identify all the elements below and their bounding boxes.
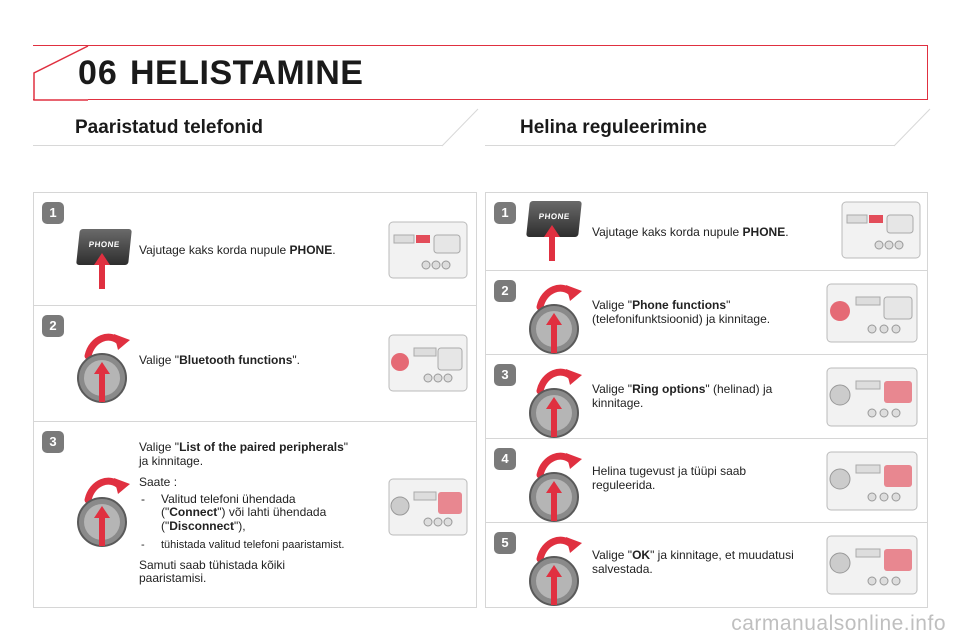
right-step-3-text: Valige "Ring options" (helinad) ja kinnitage.	[592, 382, 773, 410]
step-number-badge: 1	[494, 202, 516, 224]
right-section-title: Helina reguleerimine	[520, 117, 707, 138]
left-step-3-text: Valige "List of the paired peripherals" ja kinnitage. Saate : - Valitud telefoni ühendada ("Connect") või lahti ühendada ("Disconnect"), - tühistada valitud telefoni paaristamist. Samuti saab tühistada kõiki paaristamisi.	[139, 440, 349, 585]
right-step-4	[486, 439, 927, 523]
right-step-5	[486, 523, 927, 609]
left-steps-panel	[33, 192, 477, 608]
step-number-badge: 3	[42, 431, 64, 453]
rotary-knob-icon	[520, 441, 588, 525]
press-arrow-icon	[542, 223, 562, 263]
rotary-knob-icon	[520, 357, 588, 441]
right-section-underline	[485, 145, 895, 146]
step-number-badge: 4	[494, 448, 516, 470]
rotary-knob-icon	[68, 466, 136, 550]
right-step-4-text: Helina tugevust ja tüüpi saab reguleerida.	[592, 464, 747, 492]
radio-panel-icon	[826, 367, 918, 427]
right-step-1	[486, 193, 927, 271]
left-step-1	[34, 193, 476, 306]
watermark: carmanualsonline.info	[731, 612, 946, 635]
left-step-2	[34, 306, 476, 422]
page-title: HELISTAMINE	[130, 54, 364, 92]
right-step-1-text: Vajutage kaks korda nupule PHONE.	[592, 225, 789, 239]
left-section-slash	[440, 108, 480, 148]
phone-button-icon: PHONE	[526, 201, 582, 237]
rotary-knob-icon	[520, 525, 588, 609]
right-step-2-text: Valige "Phone functions" (telefonifunktsioonid) ja kinnitage.	[592, 298, 771, 326]
right-step-2	[486, 271, 927, 355]
press-arrow-icon	[92, 251, 112, 291]
left-step-1-text: Vajutage kaks korda nupule PHONE.	[139, 243, 336, 257]
rotary-knob-icon	[520, 273, 588, 357]
left-step-2-text: Valige "Bluetooth functions".	[139, 353, 300, 367]
step-number-badge: 1	[42, 202, 64, 224]
left-section-title: Paaristatud telefonid	[75, 117, 263, 138]
chapter-number: 06	[78, 54, 118, 92]
radio-panel-icon	[841, 201, 921, 259]
left-section-underline	[33, 145, 443, 146]
radio-panel-icon	[388, 221, 468, 279]
radio-panel-icon	[826, 535, 918, 595]
rotary-knob-icon	[68, 322, 136, 406]
step-number-badge: 2	[42, 315, 64, 337]
step-number-badge: 3	[494, 364, 516, 386]
step-number-badge: 5	[494, 532, 516, 554]
step-number-badge: 2	[494, 280, 516, 302]
radio-panel-icon	[388, 334, 468, 392]
radio-panel-icon	[388, 478, 468, 536]
phone-button-icon: PHONE	[76, 229, 132, 265]
radio-panel-icon	[826, 283, 918, 343]
radio-panel-icon	[826, 451, 918, 511]
left-step-3	[34, 422, 476, 609]
right-steps-panel	[485, 192, 928, 608]
right-step-5-text: Valige "OK" ja kinnitage, et muudatusi salvestada.	[592, 548, 794, 576]
right-section-slash	[892, 108, 932, 148]
right-step-3	[486, 355, 927, 439]
